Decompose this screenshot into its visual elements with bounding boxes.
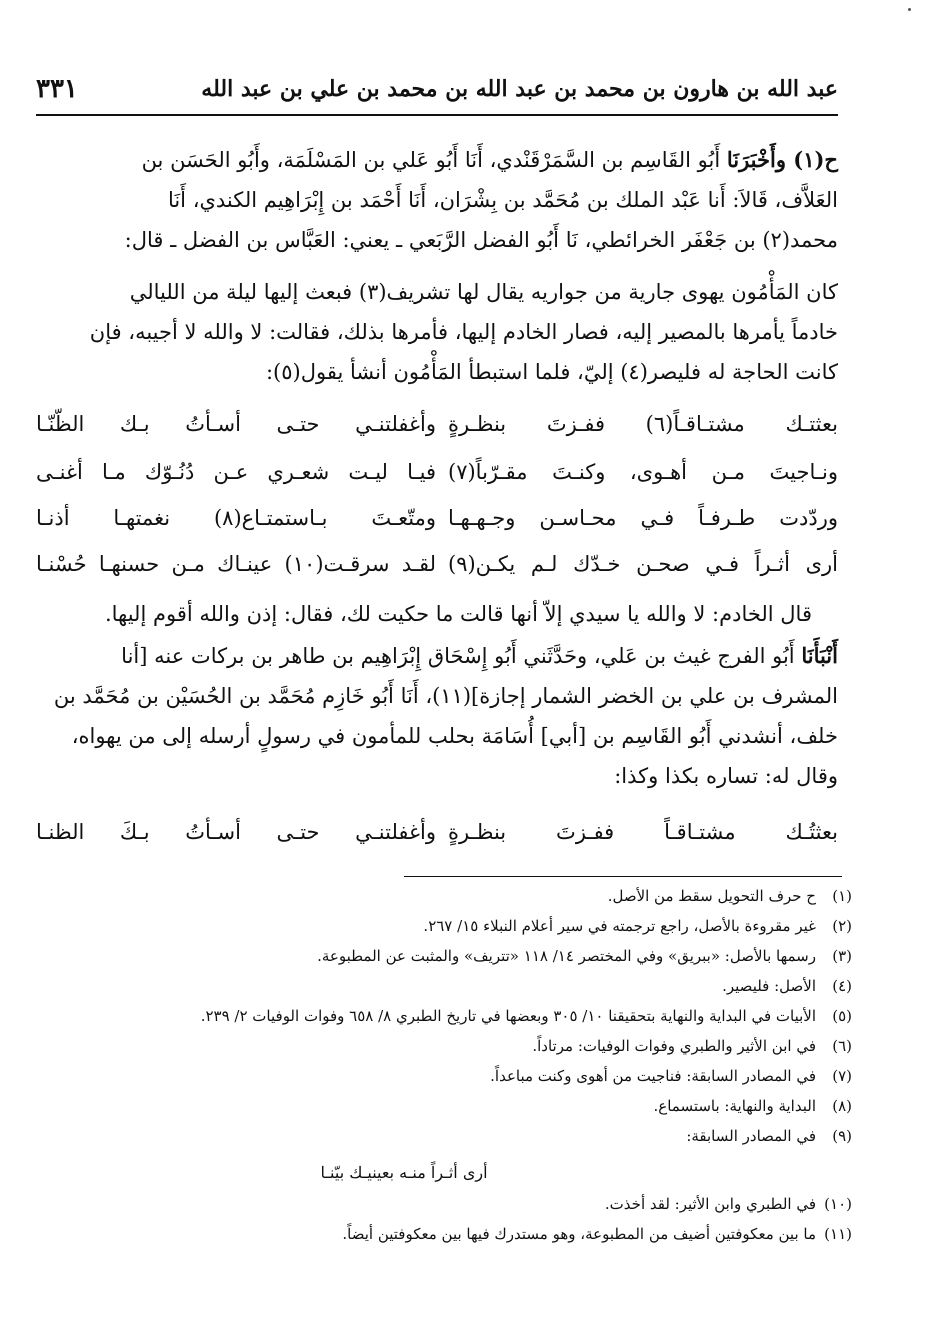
footnote-verse: أرى أثـراً منـه بعينيـك بيّنـا <box>320 1163 488 1182</box>
footnote <box>36 944 852 968</box>
footnote <box>36 1124 852 1148</box>
verse-second-hemistich: وأغفلتنـي حتـى أسـأتُ بـكَ الظنـا <box>36 820 436 844</box>
footnote-text: البداية والنهاية: باستسماع. <box>653 1097 816 1115</box>
text-line: خلف، أنشدني أَبُو القَاسِم بن [أبي] أُسَامَة بحلب للمأمون في رسولٍ أرسله إلى من يهواه، <box>71 724 838 748</box>
footnote <box>36 914 852 938</box>
footnote <box>36 1094 852 1118</box>
isnad-paragraph-1 <box>36 140 838 260</box>
footnote-number: (٣) <box>832 947 852 965</box>
footnote <box>36 1064 852 1088</box>
footnote-text: غير مقروءة بالأصل، راجع ترجمته في سير أعلام النبلاء ١٥/ ٢٦٧. <box>423 917 816 935</box>
header-rule <box>36 114 838 116</box>
verse-second-hemistich: وأغفلتنـي حتـى أسـأتُ بـك الظّنّـا <box>36 412 436 436</box>
paragraph-lead: أَنْبَأَنَا <box>801 643 838 668</box>
poem-verse <box>36 552 838 592</box>
footnote-text: في الطبري وابن الأثير: لقد أخذت. <box>604 1195 816 1213</box>
verse-first-hemistich: ونـاجيتَ مـن أهـوى، وكنـتَ مقـرّباً(٧) <box>448 460 838 484</box>
text-line: كانت الحاجة له فليصر(٤) إليّ، فلما استبطأ المَأْمُون أنشأ يقول(٥): <box>265 360 838 384</box>
footnote-number: (١٠) <box>824 1195 852 1213</box>
footnote <box>36 1222 852 1246</box>
poem-verse <box>36 820 838 860</box>
footnote-number: (١١) <box>824 1225 852 1243</box>
narrative-paragraph <box>36 272 838 392</box>
text-line: قال الخادم: لا والله يا سيدي إلاّ أنها قالت ما حكيت لك، فقال: إذن والله أقوم إليها. <box>104 602 812 626</box>
footnote-text: ما بين معكوفتين أضيف من المطبوعة، وهو مستدرك فيها بين معكوفتين أيضاً. <box>342 1225 816 1243</box>
footnote <box>36 1034 852 1058</box>
verse-first-hemistich: بعثتـك مشتـاقـاً(٦) ففـزتَ بنظـرةٍ <box>448 412 838 436</box>
text-line: المشرف بن علي بن الخضر الشمار إجازة](١١)، أَنَا أَبُو خَازِم مُحَمَّد بن الحُسَيْن بن مُحَمَّد بن <box>53 684 838 708</box>
footnote-text: الأصل: فليصير. <box>722 977 816 995</box>
footnote-text: رسمها بالأصل: «ببريق» وفي المختصر ١٤/ ١١٨ «تتريف» والمثبت عن المطبوعة. <box>317 947 816 965</box>
text-line: العَلاَّف، قَالاَ: أَنا عَبْد الملك بن مُحَمَّد بن بِشْرَان، أَنَا أَحْمَد بن إِبْرَاهِيم الكندي، أَنَا <box>167 188 838 212</box>
footnote-text: في المصادر السابقة: فناجيت من أهوى وكنت مباعداً. <box>490 1067 816 1085</box>
text-line: أَبُو الفرج غيث بن عَلي، وحَدَّثَني أَبُو إِسْحَاق إِبْرَاهِيم بن طاهر بن بركات عنه [أنا <box>121 644 795 668</box>
footnote-number: (٩) <box>832 1127 852 1145</box>
footnote-number: (٦) <box>832 1037 852 1055</box>
servant-reply <box>36 594 812 634</box>
footnote-rule <box>404 876 842 877</box>
isnad-paragraph-2 <box>36 636 838 796</box>
page-number: ٣٣١ <box>36 74 78 104</box>
footnote <box>36 1192 852 1216</box>
footnote-text: الأبيات في البداية والنهاية بتحقيقنا ١٠/ ٣٠٥ وبعضها في تاريخ الطبري ٨/ ٦٥٨ وفوات الوفيات ٢/ ٢٣٩. <box>200 1007 816 1025</box>
footnote <box>36 974 852 998</box>
verse-second-hemistich: فيـا ليـت شعـري عـن دُنُـوّك مـا أغنـى <box>36 460 436 484</box>
paragraph-lead: ح(١) وأَخْبَرَنَا <box>726 147 838 172</box>
text-line: خادماً يأمرها بالمصير إليه، فصار الخادم إليها، فأمرها بذلك، فقالت: لا والله لا أجيبه، فإن <box>89 320 838 344</box>
verse-second-hemistich: لقـد سرقـت(١٠) عينـاك مـن حسنهـا حُسْنـا <box>36 552 436 576</box>
footnote-number: (٢) <box>832 917 852 935</box>
text-line: محمد(٢) بن جَعْفَر الخرائطي، نَا أَبُو الفضل الرَّبَعي ـ يعني: العَبَّاس بن الفضل ـ قال: <box>124 228 838 252</box>
poem-verse <box>36 412 838 452</box>
poem-verse <box>36 460 838 500</box>
footnote-number: (١) <box>832 887 852 905</box>
verse-first-hemistich: بعثتُـك مشتـاقـاً ففـزتَ بنظـرةٍ <box>448 820 838 844</box>
footnote-number: (٨) <box>832 1097 852 1115</box>
text-line: وقال له: تساره بكذا وكذا: <box>614 764 838 788</box>
footnote-number: (٧) <box>832 1067 852 1085</box>
footnote-text: ح حرف التحويل سقط من الأصل. <box>607 887 816 905</box>
footnote-text: في المصادر السابقة: <box>686 1127 816 1145</box>
verse-second-hemistich: ومتّعـتَ بـاستمتـاع(٨) نغمتهـا أذنـا <box>36 506 436 530</box>
footnote <box>36 1004 852 1028</box>
poem-verse <box>36 506 838 546</box>
text-line: أَبُو القَاسِم بن السَّمَرْقَنْدي، أَنَا أَبُو عَلي بن المَسْلَمَة، وأَبُو الحَسَن بن <box>141 148 721 172</box>
verse-first-hemistich: وردّدت طـرفـاً فـي محـاسـن وجـهـهـا <box>448 506 838 530</box>
footnote-text: في ابن الأثير والطبري وفوات الوفيات: مرتاداً. <box>532 1037 816 1055</box>
footnote-number: (٤) <box>832 977 852 995</box>
verse-first-hemistich: أرى أثـراً فـي صحـن خـدّك لـم يكـن(٩) <box>448 552 838 576</box>
footnote <box>36 884 852 908</box>
footnote-number: (٥) <box>832 1007 852 1025</box>
scan-speck <box>908 8 911 11</box>
page-header <box>36 72 838 112</box>
running-title: عبد الله بن هارون بن محمد بن عبد الله بن محمد بن علي بن عبد الله <box>201 76 838 102</box>
text-line: كان المَأْمُون يهوى جارية من جواريه يقال لها تشريف(٣) فبعث إليها ليلة من الليالي <box>129 280 838 304</box>
footnotes <box>36 884 852 1252</box>
